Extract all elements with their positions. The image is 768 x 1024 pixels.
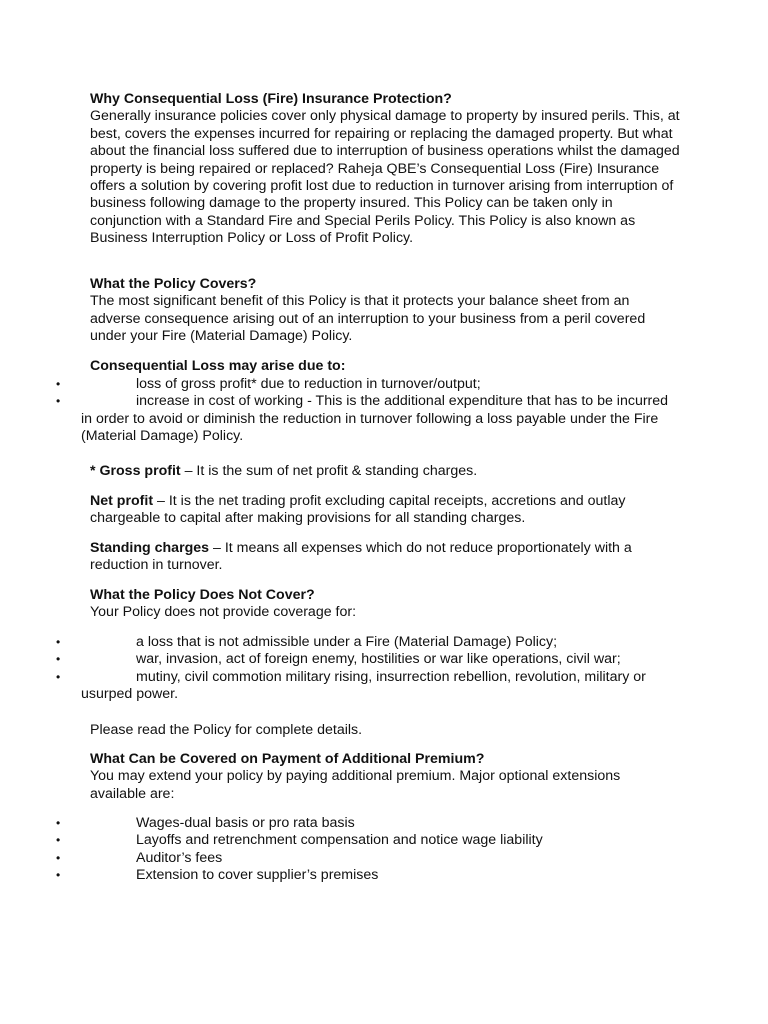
section-intro: You may extend your policy by paying additional premium. Major optional extensions available are: <box>90 768 621 802</box>
list-item-text: mutiny, civil commotion military rising, insurrection rebellion, revolution, military or usurped power. <box>81 668 646 703</box>
list-item <box>56 832 676 849</box>
list-item-text: a loss that is not admissible under a Fire (Material Damage) Policy; <box>136 634 558 650</box>
list-item-text: war, invasion, act of foreign enemy, hostilities or war like operations, civil war; <box>136 651 621 668</box>
section-why-consequential-loss <box>90 91 680 248</box>
definition-term: * Gross profit <box>90 463 181 479</box>
list-item <box>56 376 676 393</box>
list-item <box>56 669 676 704</box>
bullet-icon: • <box>56 652 61 667</box>
definition-text: – It is the sum of net profit & standing charges. <box>180 463 478 479</box>
definition-text: – It means all expenses which do not reduce proportionately with a reduction in turnover. <box>90 540 632 574</box>
bullet-icon: • <box>56 635 61 649</box>
section-heading: What the Policy Does Not Cover? <box>90 587 315 603</box>
definition-term: Net profit <box>90 493 154 509</box>
definition-standing-charges <box>90 540 680 575</box>
section-additional-premium <box>90 751 680 803</box>
list-item <box>56 634 676 651</box>
list-item-text: Auditor’s fees <box>136 849 223 866</box>
section-policy-covers <box>90 276 680 346</box>
section-heading: What Can be Covered on Payment of Additional Premium? <box>90 751 485 767</box>
section-heading: What the Policy Covers? <box>90 276 257 292</box>
bullet-icon: • <box>56 816 61 830</box>
causes-list <box>56 376 676 446</box>
section-policy-not-cover <box>90 587 680 622</box>
list-item <box>56 393 676 445</box>
list-item-text: Extension to cover supplier’s premises <box>136 867 379 884</box>
section-heading: Consequential Loss may arise due to: <box>90 358 346 374</box>
list-item <box>56 815 676 832</box>
definition-term: Standing charges <box>90 540 210 556</box>
definition-net-profit <box>90 493 680 528</box>
list-item-text: loss of gross profit* due to reduction in turnover/output; <box>136 376 481 392</box>
extensions-list <box>56 815 676 885</box>
section-consequential-loss-causes <box>90 358 680 375</box>
bullet-icon: • <box>56 394 61 409</box>
list-item <box>56 867 676 884</box>
note-text: Please read the Policy for complete details. <box>90 722 363 738</box>
list-item <box>56 850 676 867</box>
bullet-icon: • <box>56 377 61 391</box>
bullet-icon: • <box>56 669 61 684</box>
bullet-icon: • <box>56 833 61 848</box>
section-body: Generally insurance policies cover only physical damage to property by insured perils. This, at best, covers the expenses incurred for repairing or replacing the damaged property. But what about the financial loss suffered due to interruption of business operations whilst the damaged property is being repaired or replaced? Raheja QBE’s Consequential Loss (Fire) Insurance offers a solution by covering profit lost due to reduction in turnover arising from interruption of business following damage to the property insured. This Policy can be taken only in conjunction with a Standard Fire and Special Perils Policy. This Policy is also known as Business Interruption Policy or Loss of Profit Policy. <box>90 108 680 247</box>
list-item <box>56 651 676 668</box>
section-body: The most significant benefit of this Policy is that it protects your balance sheet from an adverse consequence arising out of an interruption to your business from a peril covered under your Fire (Material Damage) Policy. <box>90 293 646 345</box>
list-item-text: Layoffs and retrenchment compensation and notice wage liability <box>136 832 543 849</box>
definition-text: – It is the net trading profit excluding capital receipts, accretions and outlay chargeable to capital after making provisions for all standing charges. <box>90 493 626 527</box>
list-item-text: increase in cost of working - This is the additional expenditure that has to be incurred in order to avoid or diminish the reduction in turnover following a loss payable under the Fire (Material Damage) Policy. <box>81 393 669 445</box>
section-intro: Your Policy does not provide coverage for: <box>90 604 357 621</box>
bullet-icon: • <box>56 850 61 865</box>
section-heading: Why Consequential Loss (Fire) Insurance Protection? <box>90 91 452 107</box>
bullet-icon: • <box>56 868 61 883</box>
definition-gross-profit <box>90 463 680 480</box>
exclusions-list <box>56 634 676 704</box>
policy-note <box>90 722 680 739</box>
list-item-text: Wages-dual basis or pro rata basis <box>136 815 355 831</box>
